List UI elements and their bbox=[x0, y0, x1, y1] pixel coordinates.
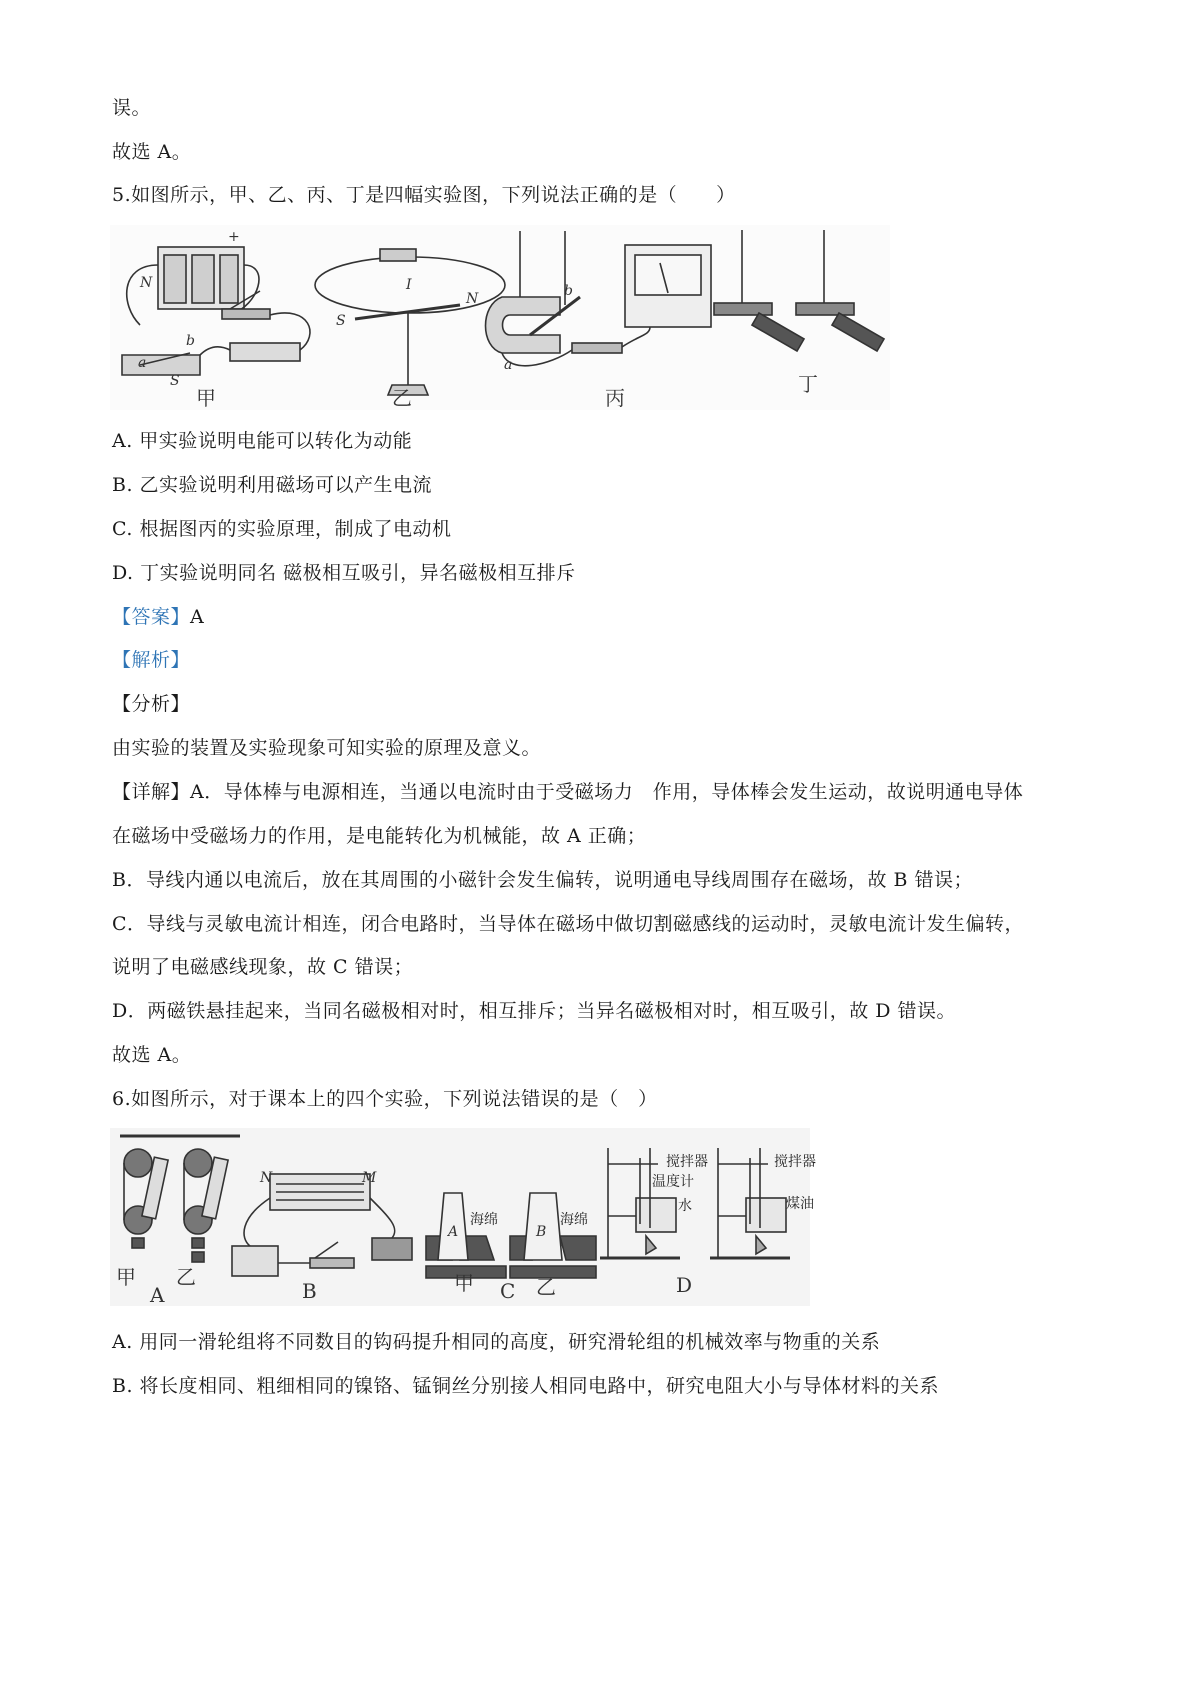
option-b: B. 将长度相同、粗细相同的镍铬、锰铜丝分别接人相同电路中，研究电阻大小与导体材料的关系 bbox=[112, 1375, 940, 1397]
figure-q5-svg bbox=[110, 225, 890, 410]
option-a: A. 用同一滑轮组将不同数目的钩码提升相同的高度，研究滑轮组的机械效率与物重的关系 bbox=[112, 1331, 881, 1353]
figure-q6 bbox=[110, 1128, 816, 1307]
figure-label-jia: 甲 bbox=[196, 386, 216, 410]
answer-value: A bbox=[190, 606, 205, 628]
figure-letter: S bbox=[170, 373, 180, 389]
figure-letter: B bbox=[536, 1224, 547, 1240]
caption-thermometer: 温度计 bbox=[652, 1174, 694, 1190]
text-line: 故选 A。 bbox=[112, 141, 192, 163]
question-6: 6.如图所示，对于课本上的四个实验，下列说法错误的是（ ） bbox=[112, 1088, 658, 1110]
detail-line: C．导线与灵敏电流计相连，闭合电路时，当导体在磁场中做切割磁感线的运动时，灵敏电流计发生偏转， bbox=[112, 913, 1025, 935]
caption-sponge: 海绵 bbox=[560, 1212, 588, 1228]
figure-letter: b bbox=[564, 283, 573, 299]
option-d: D. 丁实验说明同名 磁极相互吸引，异名磁极相互排斥 bbox=[112, 562, 576, 584]
caption-stirrer: 搅拌器 bbox=[774, 1154, 816, 1170]
figure-letter: N bbox=[140, 275, 153, 291]
figure-letter: a bbox=[138, 355, 147, 371]
figure-letter: a bbox=[504, 357, 513, 373]
figure-label-a: A bbox=[150, 1283, 165, 1307]
figure-sublabel-yi: 乙 bbox=[176, 1265, 196, 1289]
figure-sublabel-jia: 甲 bbox=[116, 1265, 136, 1289]
figure-letter: I bbox=[406, 277, 412, 293]
question-5: 5.如图所示，甲、乙、丙、丁是四幅实验图，下列说法正确的是（ ） bbox=[112, 184, 736, 206]
answer-line bbox=[112, 603, 204, 631]
answer-tag: 【答案】 bbox=[112, 606, 191, 628]
detail-line: 在磁场中受磁场力的作用，是电能转化为机械能，故 A 正确； bbox=[112, 825, 647, 847]
figure-sublabel-yi: 乙 bbox=[536, 1275, 556, 1299]
figure-letter: N bbox=[260, 1170, 273, 1186]
text-line: 故选 A。 bbox=[112, 1044, 192, 1066]
figure-sublabel-jia: 甲 bbox=[454, 1271, 474, 1295]
figure-label-yi: 乙 bbox=[392, 386, 412, 410]
figure-letter: N bbox=[466, 291, 479, 307]
figure-letter: M bbox=[362, 1170, 377, 1186]
caption-kerosene: 煤油 bbox=[786, 1196, 814, 1212]
detail-line: 说明了电磁感线现象，故 C 错误； bbox=[112, 956, 414, 978]
figure-label-bing: 丙 bbox=[605, 386, 625, 410]
option-a: A. 甲实验说明电能可以转化为动能 bbox=[112, 430, 413, 452]
caption-water: 水 bbox=[678, 1198, 692, 1214]
option-b: B. 乙实验说明利用磁场可以产生电流 bbox=[112, 474, 433, 496]
fenxi-tag: 【分析】 bbox=[112, 693, 191, 715]
figure-q6-svg bbox=[110, 1128, 816, 1307]
detail-line: D．两磁铁悬挂起来，当同名磁极相对时，相互排斥；当异名磁极相对时，相互吸引，故 D 错误。 bbox=[112, 1000, 957, 1022]
caption-sponge: 海绵 bbox=[470, 1212, 498, 1228]
figure-label-d: D bbox=[676, 1273, 693, 1297]
figure-letter: A bbox=[448, 1224, 459, 1240]
option-c: C. 根据图丙的实验原理，制成了电动机 bbox=[112, 518, 452, 540]
figure-label-c: C bbox=[500, 1279, 516, 1303]
text-line: 误。 bbox=[112, 97, 152, 119]
fenxi-text: 由实验的装置及实验现象可知实验的原理及意义。 bbox=[112, 737, 542, 759]
figure-letter: + bbox=[228, 229, 240, 245]
figure-letter: S bbox=[336, 313, 346, 329]
analysis-tag: 【解析】 bbox=[112, 649, 191, 671]
figure-label-ding: 丁 bbox=[798, 372, 818, 396]
caption-stirrer: 搅拌器 bbox=[666, 1154, 708, 1170]
figure-letter: b bbox=[186, 333, 195, 349]
detail-line: B．导线内通以电流后，放在其周围的小磁针会发生偏转，说明通电导线周围存在磁场，故 B 错误； bbox=[112, 869, 974, 891]
detail-line: 【详解】A．导体棒与电源相连，当通以电流时由于受磁场力 作用，导体棒会发生运动，故说明通电导体 bbox=[112, 781, 1024, 803]
figure-label-b: B bbox=[302, 1279, 317, 1303]
figure-q5 bbox=[110, 225, 890, 410]
